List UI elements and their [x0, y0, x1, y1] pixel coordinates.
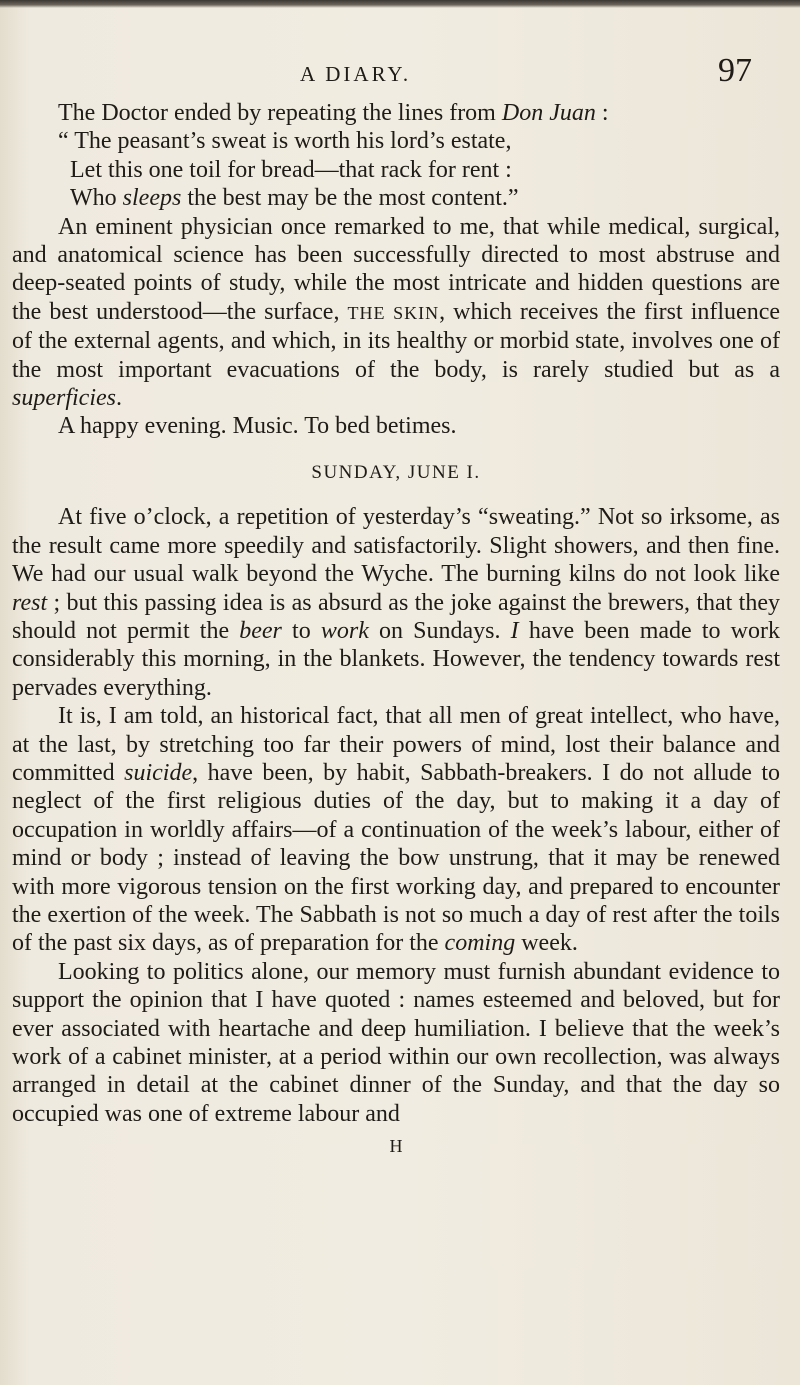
politics-paragraph: Looking to politics alone, our memory must furnish abundant evidence to support the opinion that I have quoted : names esteemed and beloved, but for ever associated with heartache and deep humiliation. I believe that the week’s work of a cabinet minister, at a period within our own recollection, was always arranged in detail at the cabinet dinner of the Sunday, and that the day so occupied was one of extreme labour and	[12, 958, 780, 1127]
page-top-edge	[0, 0, 800, 8]
physician-paragraph	[12, 213, 780, 413]
sunday-text-1: At five o’clock, a repetition of yesterday’s “sweating.” Not so irksome, as the result came more speedily and satisfactorily. Slight showers, and then fine. We had our usual walk beyond the Wyche. The burning kilns do not look like	[12, 504, 780, 588]
emphasis-i: I	[510, 617, 519, 644]
intellect-text-3: week.	[515, 930, 578, 957]
verse-line-2: Let this one toil for bread—that rack for rent :	[70, 156, 512, 183]
verse-line-1: “ The peasant’s sweat is worth his lord’s estate,	[58, 128, 512, 155]
intro-text: The Doctor ended by repeating the lines from	[58, 100, 502, 126]
verse-line-3	[58, 184, 780, 212]
page-number: 97	[718, 52, 752, 89]
emphasis-rest: rest	[12, 589, 48, 616]
small-caps-term: THE SKIN	[347, 302, 440, 323]
intellect-paragraph	[12, 702, 780, 958]
sunday-text-5: have been made to work considerably this morning, in the blankets. However, the tendency towards rest pervades everything.	[12, 617, 780, 701]
body-text	[12, 99, 780, 1161]
date-heading: SUNDAY, JUNE I.	[311, 461, 481, 483]
sunday-text-2: ; but this passing idea is as absurd as the joke against the brewers, that they should not permit the	[12, 589, 780, 644]
emphasis-suicide: suicide	[124, 759, 193, 786]
intro-line	[12, 99, 780, 127]
evening-line: A happy evening. Music. To bed betimes.	[58, 413, 457, 440]
intro-punctuation: :	[595, 100, 609, 126]
running-title: A DIARY.	[300, 62, 412, 86]
verse-line-3-end: the best may be the most content.”	[181, 185, 519, 212]
sunday-paragraph	[12, 503, 780, 702]
emphasis-beer: beer	[239, 617, 282, 644]
verse-line-3-start: Who	[70, 185, 123, 212]
physician-text-3: .	[115, 385, 122, 412]
signature-mark: H	[389, 1136, 403, 1157]
emphasis-superficies: superficies	[12, 385, 116, 412]
emphasis-work: work	[320, 617, 369, 644]
sunday-text-4: on Sundays.	[368, 617, 511, 644]
verse-quote	[12, 127, 780, 212]
running-head	[0, 52, 800, 92]
verse-emphasis: sleeps	[122, 185, 182, 212]
intellect-text-1: It is, I am told, an historical fact, that all men of great intellect, who have, at the last, by stretching too far their powers of mind, lost their balance and committed	[12, 703, 780, 786]
emphasis-coming: coming	[444, 930, 516, 957]
sunday-text-3: to	[281, 617, 321, 644]
quoted-source: Don Juan	[501, 100, 596, 126]
physician-text-1: An eminent physician once remarked to me, that while medical, surgical, and anatomical science has been successfully directed to most abstruse and deep-seated points of study, while the most intricate and hidden questions are the best understood—the surface,	[12, 213, 780, 325]
intellect-text-2: , have been, by habit, Sabbath-breakers. I do not allude to neglect of the first religious duties of the day, but to making it a day of occupation in worldly affairs—of a continuation of the week’s labour, either of mind or body ; instead of leaving the bow unstrung, that it may be renewed with more vigorous tension on the first working day, and prepared to encounter the exertion of the week. The Sabbath is not so much a day of rest after the toils of the past six days, as of preparation for the	[12, 759, 780, 957]
physician-text-2: , which receives the first influence of the external agents, and which, in its healthy or morbid state, involves one of the most important evacuations of the body, is rarely studied but as a	[12, 298, 781, 383]
